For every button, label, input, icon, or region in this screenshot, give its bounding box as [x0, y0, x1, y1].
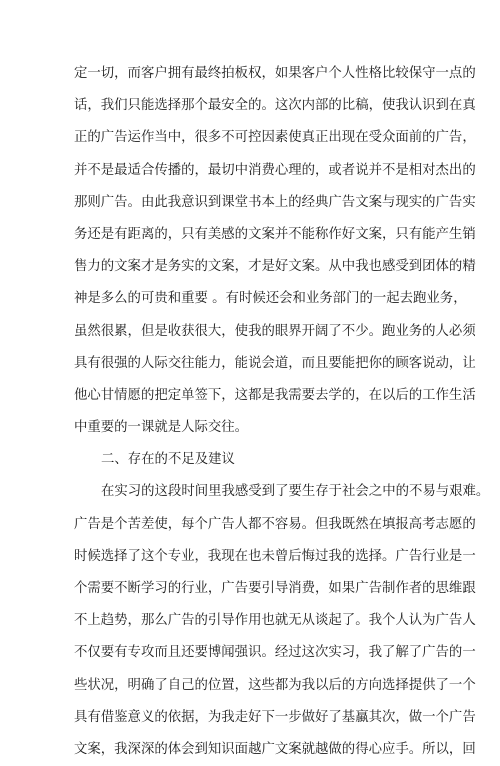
text-line: 具有借鉴意义的依据，为我走好下一步做好了基蠃其次，做一个广告 — [74, 709, 476, 725]
text-line: 不仅要有专攻而且还要博闻强识。经过这次实习，我了解了广告的一 — [74, 645, 476, 661]
text-line: 并不是最适合传播的，最切中消费心理的，或者说并不是相对杰出的 — [74, 162, 476, 178]
text-line: 虽然很累，但是收获很大，使我的眼界开阔了不少。跑业务的人必须 — [74, 323, 476, 339]
text-line: 售力的文案才是务实的文案，才是好文案。从中我也感受到团体的精 — [74, 259, 476, 275]
text-line: 正的广告运作当中，很多不可控因素使真正出现在受众面前的广告， — [74, 130, 476, 146]
text-line: 他心甘情愿的把定单签下，这都是我需要去学的，在以后的工作生活 — [74, 387, 476, 403]
text-line: 务还是有距离的，只有美感的文案并不能称作好文案，只有能产生销 — [74, 226, 476, 242]
text-line: 那则广告。由此我意识到课堂书本上的经典广告文案与现实的广告实 — [74, 194, 476, 210]
text-line: 话，我们只能选择那个最安全的。这次内部的比稿，使我认识到在真 — [74, 98, 476, 114]
text-line: 文案，我深深的体会到知识面越广文案就越做的得心应手。所以，回 — [74, 741, 476, 757]
text-line: 在实习的这段时间里我感受到了要生存于社会之中的不易与艰难。 — [101, 484, 490, 500]
text-line: 定一切，而客户拥有最终拍板权，如果客户个人性格比较保守一点的 — [74, 66, 476, 81]
text-line: 个需要不断学习的行业，广告要引导消费，如果广告制作者的思维跟 — [74, 581, 476, 596]
text-line: 广告是个苦差使，每个广告人都不容易。但我既然在填报高考志愿的 — [74, 516, 476, 532]
text-line: 具有很强的人际交往能力，能说会道，而且要能把你的顾客说动，让 — [74, 355, 476, 371]
text-line: 不上趋势，那么广告的引导作用也就无从谈起了。我个人认为广告人 — [74, 613, 476, 629]
text-line: 神是多么的可贵和重要 。有时候还会和业务部门的一起去跑业务， — [74, 291, 467, 307]
text-line: 时候选择了这个专业，我现在也未曾后悔过我的选择。广告行业是一 — [74, 548, 476, 564]
document-body — [74, 58, 490, 766]
section-heading: 二、存在的不足及建议 — [101, 452, 235, 468]
text-line: 些状况，明确了自己的位置，这些都为我以后的方向选择提供了一个 — [74, 677, 476, 693]
text-line: 中重要的一课就是人际交往。 — [74, 420, 249, 436]
